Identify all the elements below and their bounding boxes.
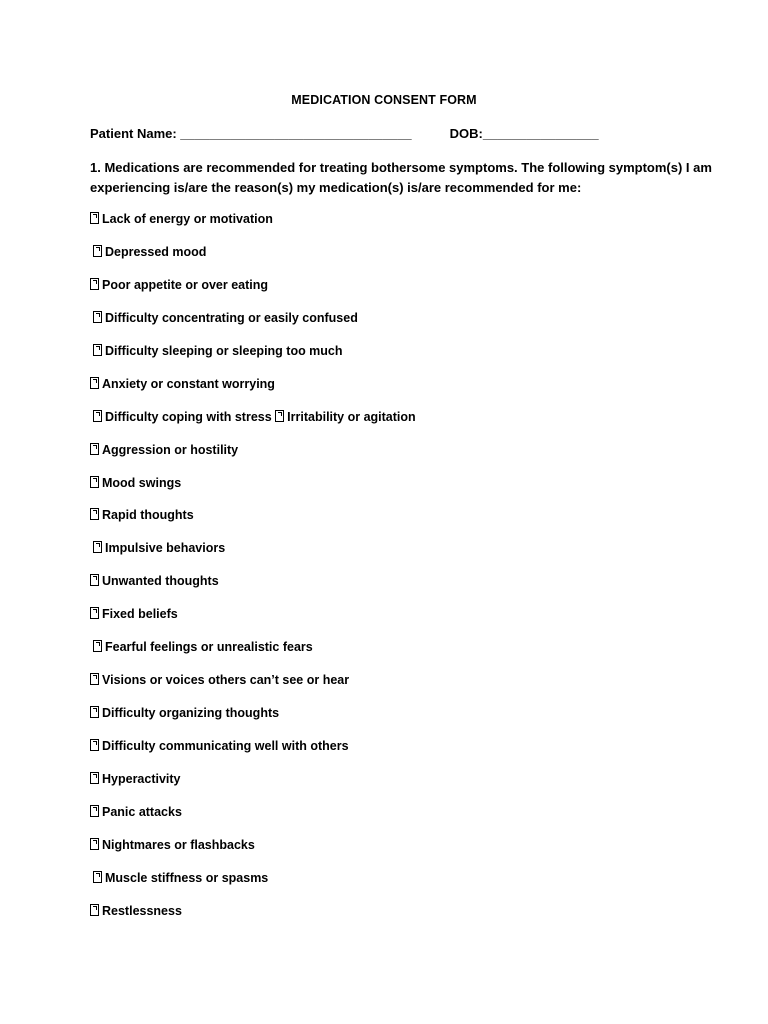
symptom-label: Unwanted thoughts bbox=[102, 574, 219, 589]
checkbox-icon[interactable] bbox=[90, 673, 99, 685]
symptom-label: Lack of energy or motivation bbox=[102, 212, 273, 226]
symptom-label: Difficulty coping with stress bbox=[105, 409, 272, 424]
checkbox-icon[interactable] bbox=[93, 410, 102, 422]
symptom-label: Poor appetite or over eating bbox=[102, 277, 269, 292]
symptom-item bbox=[90, 242, 416, 275]
symptom-item bbox=[90, 374, 416, 407]
symptom-label: Panic attacks bbox=[102, 804, 182, 819]
symptom-item bbox=[90, 604, 416, 637]
symptom-item bbox=[90, 769, 416, 802]
checkbox-icon[interactable] bbox=[90, 706, 99, 718]
symptom-item bbox=[90, 901, 416, 934]
checkbox-icon[interactable] bbox=[93, 245, 102, 257]
symptom-label: Difficulty organizing thoughts bbox=[102, 706, 280, 721]
symptom-list bbox=[90, 209, 416, 934]
checkbox-icon[interactable] bbox=[90, 508, 99, 520]
symptom-label: Visions or voices others can’t see or hear bbox=[102, 673, 350, 688]
checkbox-icon[interactable] bbox=[93, 344, 102, 356]
symptom-item bbox=[90, 407, 416, 440]
checkbox-icon[interactable] bbox=[90, 805, 99, 817]
symptom-item bbox=[90, 473, 416, 506]
checkbox-icon[interactable] bbox=[90, 212, 99, 224]
checkbox-icon[interactable] bbox=[275, 410, 284, 422]
symptom-label: Irritability or agitation bbox=[287, 409, 416, 424]
symptom-item bbox=[90, 505, 416, 538]
symptom-label: Fearful feelings or unrealistic fears bbox=[105, 640, 313, 655]
intro-paragraph bbox=[90, 158, 712, 198]
symptom-label: Difficulty concentrating or easily confused bbox=[105, 310, 358, 325]
checkbox-icon[interactable] bbox=[90, 772, 99, 784]
symptom-item bbox=[90, 868, 416, 901]
symptom-item bbox=[90, 736, 416, 769]
checkbox-icon[interactable] bbox=[93, 311, 102, 323]
checkbox-icon[interactable] bbox=[90, 278, 99, 290]
symptom-item bbox=[90, 835, 416, 868]
checkbox-icon[interactable] bbox=[93, 541, 102, 553]
symptom-item bbox=[90, 538, 416, 571]
symptom-label: Hyperactivity bbox=[102, 771, 181, 786]
symptom-label: Anxiety or constant worrying bbox=[102, 376, 275, 391]
symptom-item bbox=[90, 209, 416, 242]
checkbox-icon[interactable] bbox=[93, 640, 102, 652]
checkbox-icon[interactable] bbox=[90, 607, 99, 619]
symptom-label: Fixed beliefs bbox=[102, 607, 178, 622]
symptom-label: Restlessness bbox=[102, 903, 182, 918]
symptom-item bbox=[90, 275, 416, 308]
dob-field[interactable]: DOB:________________ bbox=[449, 126, 599, 141]
checkbox-icon[interactable] bbox=[93, 871, 102, 883]
checkbox-icon[interactable] bbox=[90, 574, 99, 586]
checkbox-icon[interactable] bbox=[90, 838, 99, 850]
intro-line: experiencing is/are the reason(s) my medication(s) is/are recommended for me: bbox=[90, 180, 582, 195]
symptom-item bbox=[90, 341, 416, 374]
checkbox-icon[interactable] bbox=[90, 904, 99, 916]
checkbox-icon[interactable] bbox=[90, 443, 99, 455]
symptom-item bbox=[90, 308, 416, 341]
symptom-item bbox=[90, 571, 416, 604]
symptom-item bbox=[90, 637, 416, 670]
symptom-label: Difficulty communicating well with others bbox=[102, 739, 349, 753]
symptom-item bbox=[90, 440, 416, 473]
symptom-label: Mood swings bbox=[102, 475, 182, 490]
symptom-label: Impulsive behaviors bbox=[105, 541, 226, 556]
checkbox-icon[interactable] bbox=[90, 377, 99, 389]
patient-info-line bbox=[90, 126, 599, 141]
symptom-label: Nightmares or flashbacks bbox=[102, 837, 255, 852]
symptom-label: Depressed mood bbox=[105, 244, 207, 259]
checkbox-icon[interactable] bbox=[90, 476, 99, 488]
symptom-label: Rapid thoughts bbox=[102, 508, 194, 523]
checkbox-icon[interactable] bbox=[90, 739, 99, 751]
intro-line: 1. Medications are recommended for treating bothersome symptoms. The following symptom(s) I am bbox=[90, 160, 712, 175]
symptom-item bbox=[90, 670, 416, 703]
symptom-label: Difficulty sleeping or sleeping too much bbox=[105, 343, 343, 358]
symptom-item bbox=[90, 703, 416, 736]
symptom-label: Muscle stiffness or spasms bbox=[105, 870, 269, 885]
symptom-label: Aggression or hostility bbox=[102, 442, 239, 457]
page-title: MEDICATION CONSENT FORM bbox=[291, 93, 477, 107]
patient-name-field[interactable]: Patient Name: ________________________________ bbox=[90, 126, 412, 141]
symptom-item bbox=[90, 802, 416, 835]
